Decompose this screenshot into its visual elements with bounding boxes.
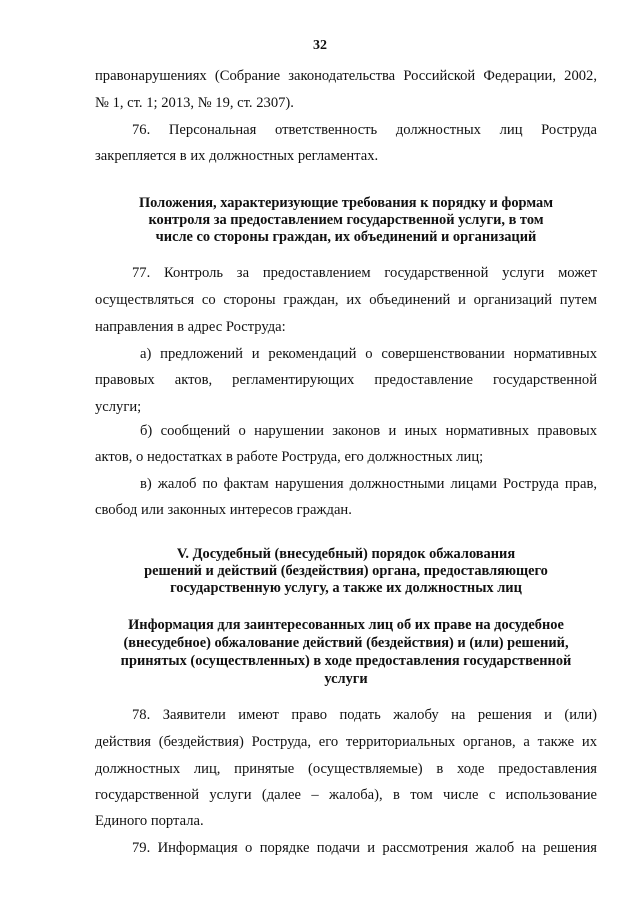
text-line: свобод или законных интересов граждан. xyxy=(95,502,352,518)
section-heading: числе со стороны граждан, их объединений и организаций xyxy=(155,229,537,245)
section-heading: услуги xyxy=(324,671,368,687)
section-heading: решений и действий (бездействия) органа, предоставляющего xyxy=(144,563,548,579)
text-line: 78. Заявители имеют право подать жалобу на решения и (или) xyxy=(132,707,597,723)
text-line: правовых актов, регламентирующих предоставление государственной xyxy=(95,372,597,388)
section-heading: контроля за предоставлением государственной услуги, в том xyxy=(148,212,544,228)
text-line: № 1, ст. 1; 2013, № 19, ст. 2307). xyxy=(95,95,294,111)
text-line: правонарушениях (Собрание законодательства Российской Федерации, 2002, xyxy=(95,68,597,84)
text-line: направления в адрес Роструда: xyxy=(95,319,286,335)
text-line: Единого портала. xyxy=(95,813,204,829)
text-line: актов, о недостатках в работе Роструда, его должностных лиц; xyxy=(95,449,484,465)
section-heading: Информация для заинтересованных лиц об их праве на досудебное xyxy=(128,617,564,633)
text-line: государственной услуги (далее – жалоба), в том числе с использование xyxy=(95,787,597,803)
text-line: 77. Контроль за предоставлением государственной услуги может xyxy=(132,265,597,281)
section-heading: принятых (осуществленных) в ходе предоставления государственной xyxy=(120,653,572,669)
text-line: услуги; xyxy=(95,399,142,415)
text-line: закрепляется в их должностных регламентах. xyxy=(95,148,379,164)
text-line: должностных лиц, принятые (осуществляемые) в ходе предоставления xyxy=(95,761,597,777)
text-line: действия (бездействия) Роструда, его территориальных органов, а также их xyxy=(95,734,597,750)
text-line: а) предложений и рекомендаций о совершенствовании нормативных xyxy=(140,346,597,362)
text-line: осуществляться со стороны граждан, их объединений и организаций путем xyxy=(95,292,597,308)
section-heading: Положения, характеризующие требования к порядку и формам xyxy=(138,195,554,211)
text-line: б) сообщений о нарушении законов и иных нормативных правовых xyxy=(140,423,597,439)
text-line: 76. Персональная ответственность должностных лиц Роструда xyxy=(132,122,597,138)
section-heading: V. Досудебный (внесудебный) порядок обжалования xyxy=(176,546,516,562)
page-number: 32 xyxy=(313,38,327,53)
section-heading: (внесудебное) обжалование действий (бездействия) и (или) решений, xyxy=(123,635,569,651)
text-line: 79. Информация о порядке подачи и рассмотрения жалоб на решения xyxy=(132,840,597,856)
text-line: в) жалоб по фактам нарушения должностными лицами Роструда прав, xyxy=(140,476,597,492)
section-heading: государственную услугу, а также их должностных лиц xyxy=(170,580,522,596)
